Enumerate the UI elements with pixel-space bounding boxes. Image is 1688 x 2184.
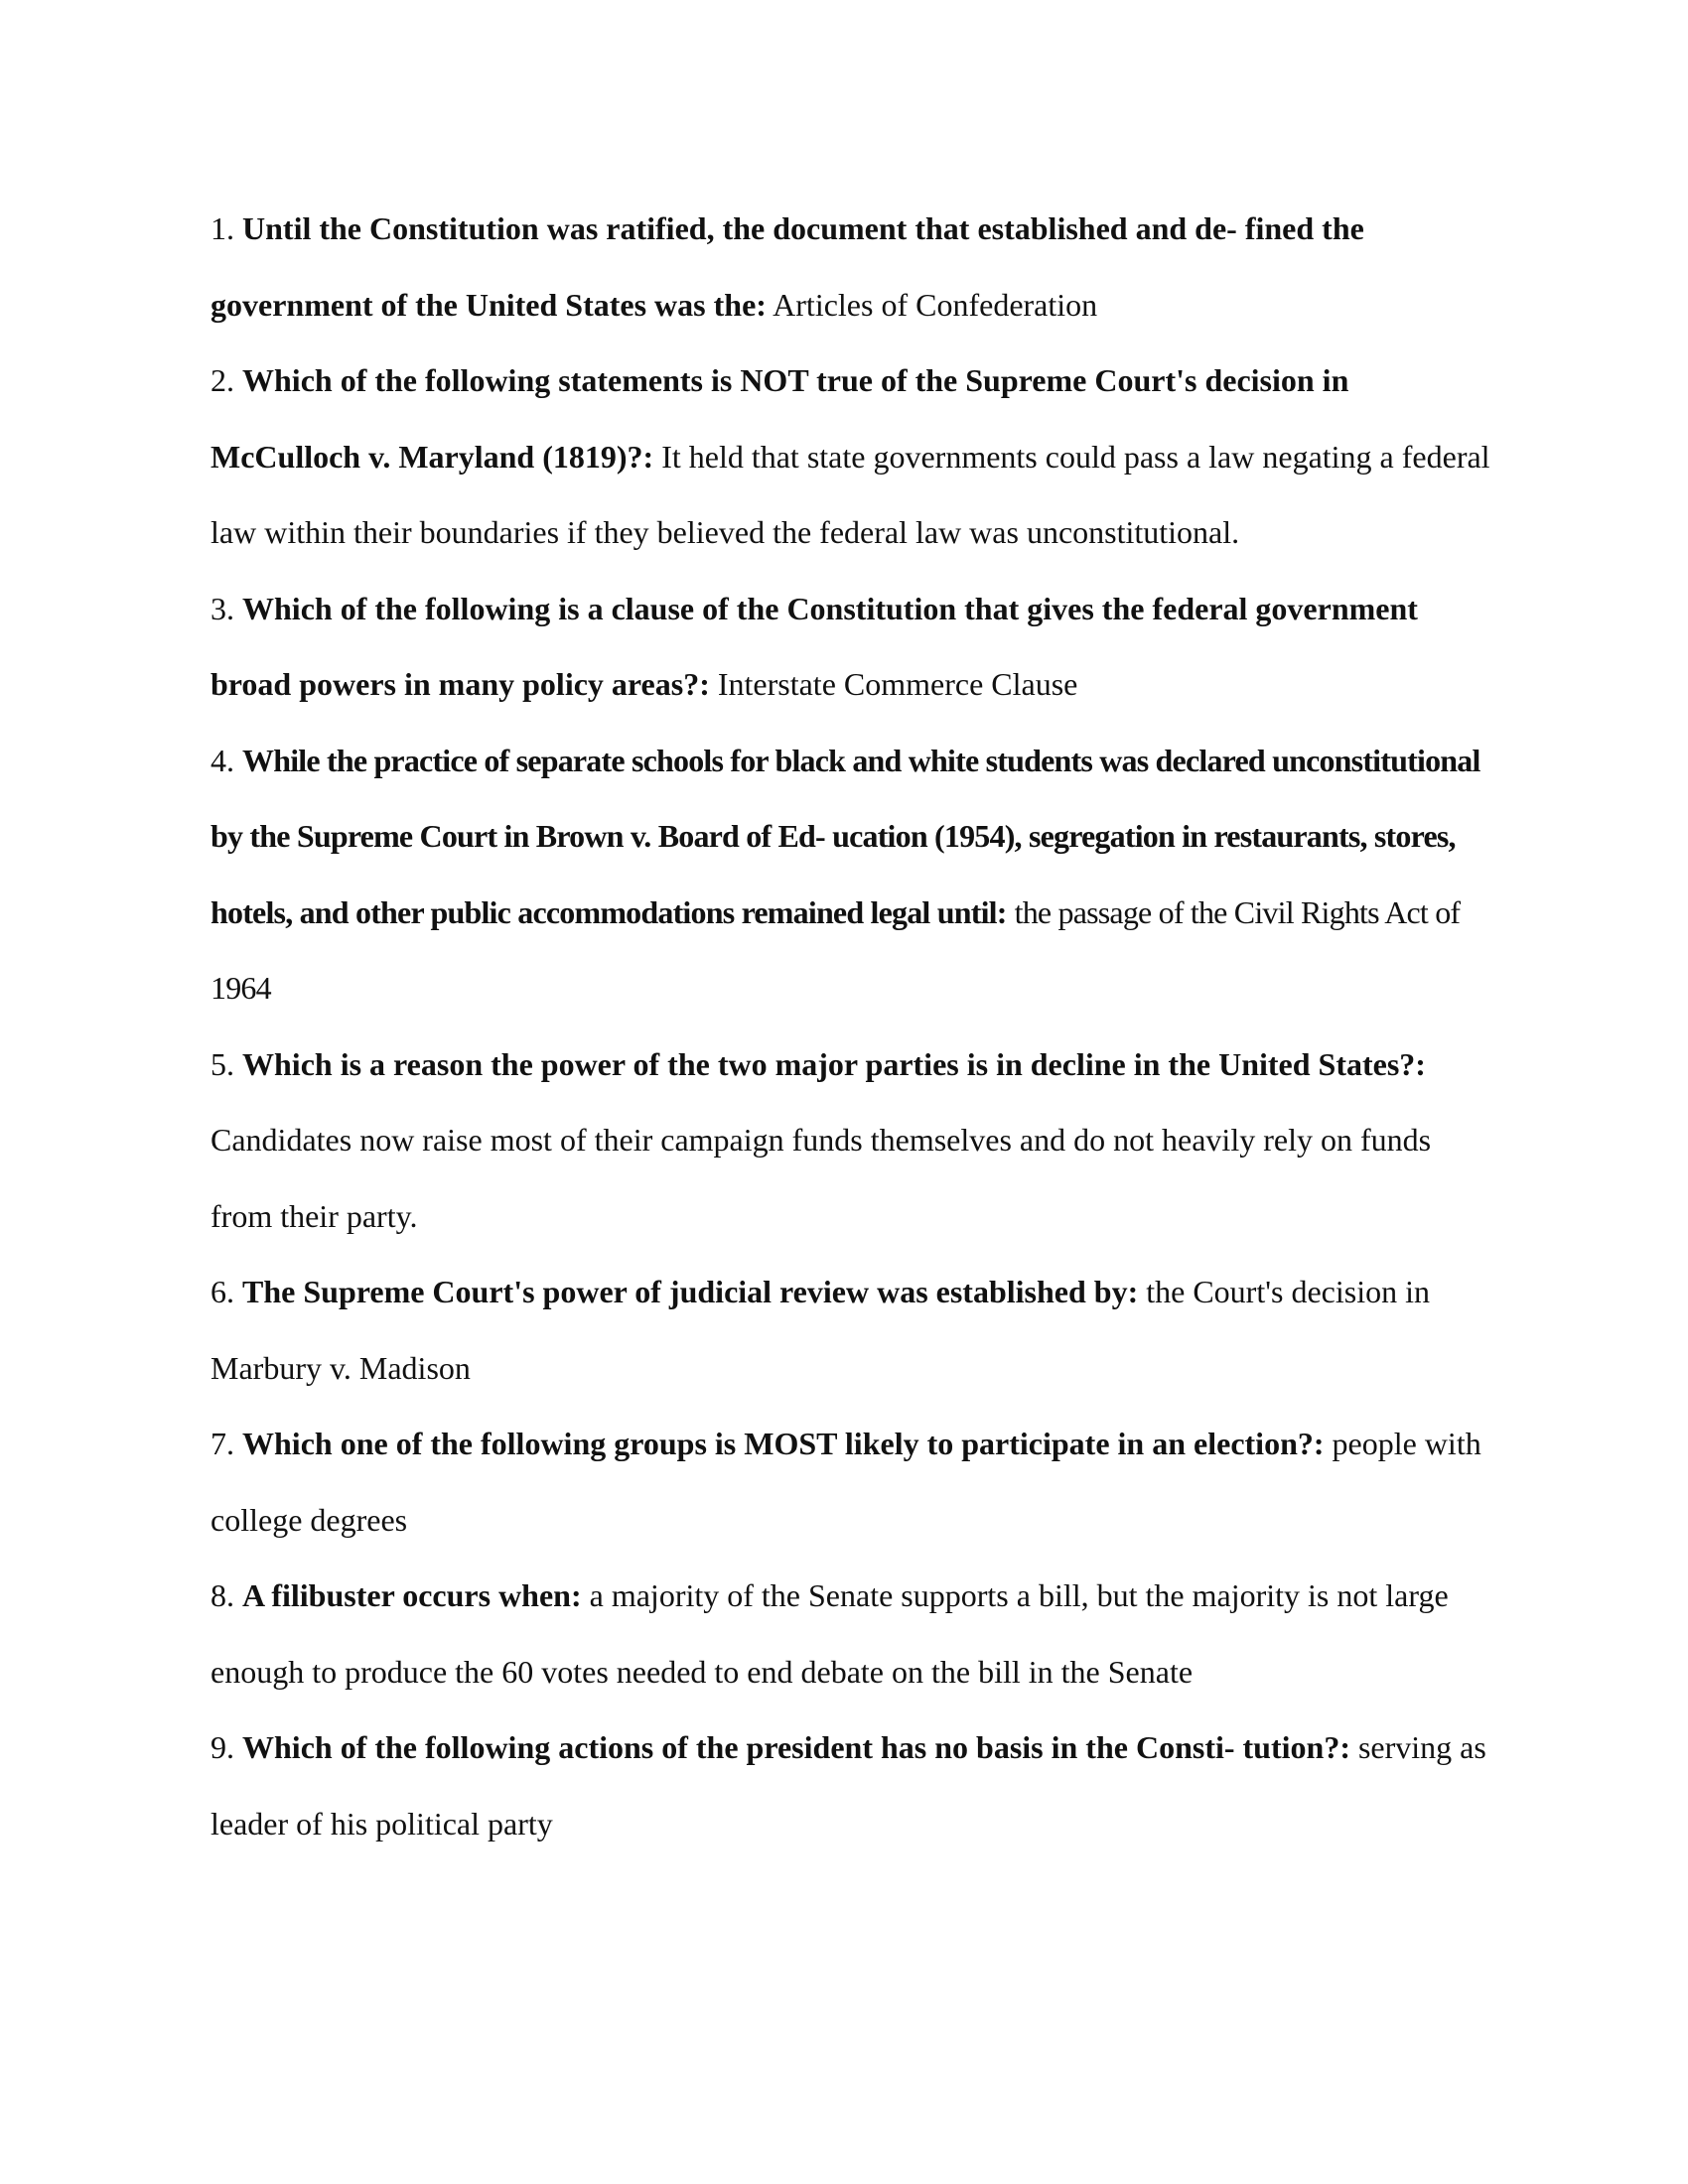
- answer-text: a majority of the Senate supports a bill, but the majority is not large enough to produce the 60 votes needed to end debate on the bill in the Senate: [211, 1577, 1449, 1690]
- question-text: Which of the following statements is NOT true of the Supreme Court's decision in McCulloch v. Maryland (1819)?:: [211, 362, 1349, 475]
- question-text: Which is a reason the power of the two major parties is in decline in the United States?:: [242, 1045, 1426, 1082]
- qa-item-2: [211, 342, 1491, 571]
- question-text: While the practice of separate schools for black and white students was declared unconstitutional by the Supreme Court in Brown v. Board of Ed- ucation (1954), segregation in restaurants, stores, hotels, and other public accommodations remained legal until:: [211, 742, 1480, 930]
- qa-item-3: [211, 571, 1491, 723]
- answer-text: the passage of the Civil Rights Act of 1964: [211, 893, 1461, 1006]
- item-number: 2.: [211, 362, 234, 398]
- qa-item-1: [211, 191, 1491, 342]
- question-text: Which of the following is a clause of the Constitution that gives the federal government broad powers in many policy areas?:: [211, 590, 1418, 702]
- qa-item-5: [211, 1026, 1491, 1255]
- qa-item-6: [211, 1254, 1491, 1406]
- document-page: [211, 191, 1491, 1861]
- qa-item-7: [211, 1406, 1491, 1558]
- question-text: A filibuster occurs when:: [242, 1577, 582, 1613]
- item-number: 6.: [211, 1274, 234, 1309]
- item-number: 8.: [211, 1577, 234, 1613]
- question-text: The Supreme Court's power of judicial review was established by:: [242, 1274, 1139, 1309]
- item-number: 5.: [211, 1045, 234, 1082]
- item-number: 3.: [211, 590, 234, 626]
- item-number: 9.: [211, 1729, 234, 1765]
- answer-text: It held that state governments could pass a law negating a federal law within their boundaries if they believed the federal law was unconstitutional.: [211, 438, 1490, 550]
- answer-text: serving as leader of his political party: [211, 1729, 1486, 1842]
- answer-text: Articles of Confederation: [773, 286, 1098, 323]
- answer-text: people with college degrees: [211, 1426, 1481, 1538]
- answer-text: Candidates now raise most of their campaign funds themselves and do not heavily rely on funds from their party.: [211, 1122, 1432, 1234]
- item-number: 4.: [211, 742, 234, 778]
- answer-text: Interstate Commerce Clause: [717, 666, 1078, 702]
- answer-text: the Court's decision in Marbury v. Madison: [211, 1274, 1430, 1386]
- question-text: Which one of the following groups is MOST likely to participate in an election?:: [242, 1426, 1325, 1461]
- qa-item-9: [211, 1709, 1491, 1861]
- item-number: 7.: [211, 1426, 234, 1461]
- qa-item-8: [211, 1558, 1491, 1709]
- question-text: Until the Constitution was ratified, the document that established and de- fined the government of the United States was the:: [211, 210, 1364, 323]
- qa-item-4: [211, 723, 1491, 1026]
- question-text: Which of the following actions of the president has no basis in the Consti- tution?:: [242, 1729, 1350, 1765]
- item-number: 1.: [211, 210, 234, 246]
